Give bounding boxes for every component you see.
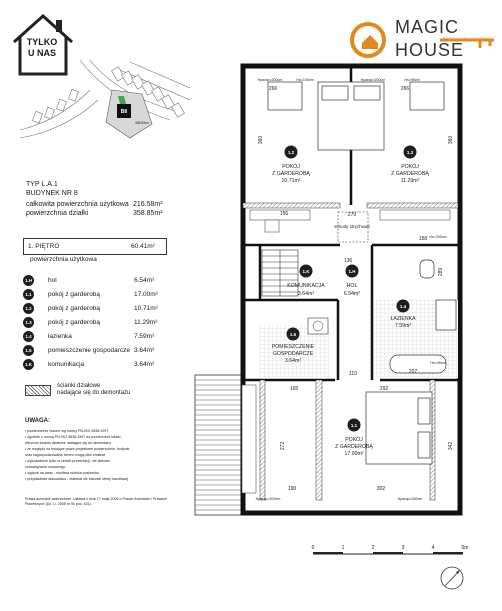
room-label: HOL bbox=[346, 283, 358, 289]
window-note: Hparap=200cm bbox=[257, 78, 283, 82]
dim-110: 110 bbox=[349, 371, 357, 377]
room-label: GOSPODARCZE bbox=[272, 351, 314, 357]
window-note: Hparap=200cm bbox=[255, 497, 281, 501]
room-label: POKÓJ bbox=[345, 437, 363, 443]
room-area: 3.64m² bbox=[297, 291, 315, 297]
room-label: ŁAZIENKA bbox=[390, 316, 416, 322]
room-code: 1.2 bbox=[287, 150, 295, 155]
floor-subtitle: powierzchnia użytkowa bbox=[30, 256, 97, 263]
room-code-badge: 1.5 bbox=[23, 345, 34, 356]
room-label-1-2 bbox=[272, 146, 310, 185]
legend-line2: nadające się do demontażu bbox=[57, 390, 131, 396]
brand-house: HOUSE bbox=[395, 40, 465, 60]
dim-266-left: 266 bbox=[268, 86, 278, 92]
dim-207: 207 bbox=[408, 369, 418, 375]
room-name: pokój z garderobą bbox=[48, 291, 101, 298]
room-name: komunikacja bbox=[48, 361, 85, 368]
note-item: • powierzchnie liczone wg normy PN-ISO 9836:1997 bbox=[25, 429, 109, 433]
room-code: 1.5 bbox=[289, 332, 297, 337]
floor-area: 60.41m² bbox=[131, 243, 155, 250]
room-code: 1.1 bbox=[350, 423, 358, 428]
room-label: Z GARDEROBĄ bbox=[391, 171, 429, 177]
room-code-badge: 1.2 bbox=[23, 303, 34, 314]
dim-360-right: 360 bbox=[448, 135, 454, 145]
window-note: Hs=90cm bbox=[404, 78, 420, 82]
room-code-badge: 1.3 bbox=[23, 317, 34, 328]
room-code-badge: 1.1 bbox=[23, 289, 34, 300]
room-code: 1.H bbox=[348, 269, 356, 274]
room-area: 11.29m² bbox=[400, 178, 420, 184]
dim-289: 289 bbox=[438, 267, 444, 277]
brand-magic: MAGIC bbox=[395, 17, 460, 37]
room-area: 7.59m² bbox=[394, 323, 412, 329]
room-area: 7.59m² bbox=[134, 333, 155, 340]
usable-area-label: całkowita powierzchnia użytkowa bbox=[26, 201, 129, 208]
copyright: Prawa autorskie zastrzeżone. Ustawa z dnia 17 maja 2006 o Prawie Autorskim i Prawach Pokrewnych (Dz. U. 2006 nr 90 poz. 631). bbox=[25, 497, 168, 506]
notes-title: UWAGA: bbox=[25, 418, 50, 424]
dim-360-left: 360 bbox=[258, 135, 264, 145]
room-label-1-3 bbox=[391, 146, 429, 185]
terrace-railing bbox=[195, 375, 243, 515]
scale-bar bbox=[312, 545, 469, 554]
compass-icon bbox=[441, 567, 463, 589]
dim-270: 270 bbox=[347, 212, 357, 218]
room-name: łazienka bbox=[48, 333, 72, 340]
unit-type: TYP L.A.1 bbox=[26, 181, 58, 188]
dim-158: 158 bbox=[418, 236, 428, 242]
note-item: oraz zagospodarowanie terenu mogą ulec zmianie bbox=[25, 453, 106, 457]
room-area: 3.64m² bbox=[284, 358, 302, 364]
room-label: Z GARDEROBĄ bbox=[272, 171, 310, 177]
room-label: Z GARDEROBĄ bbox=[335, 444, 373, 450]
window-note: Hs=200cm bbox=[429, 235, 447, 239]
note-item: wliczono ścianki działowe nadające się do demontażu bbox=[25, 441, 111, 445]
room-area: 10.71m² bbox=[281, 178, 301, 184]
room-code-badge: 1.K bbox=[23, 359, 34, 370]
room-label: KOMUNIKACJA bbox=[287, 283, 325, 289]
note-item: • wyjście na taras - możliwa różnica poziomów bbox=[25, 471, 99, 475]
room-area: 6.54m² bbox=[343, 291, 361, 297]
dim-272: 272 bbox=[280, 441, 286, 451]
room-name: pomieszczenie gospodarcze bbox=[48, 347, 131, 354]
dim-165: 165 bbox=[289, 386, 299, 392]
window-note: Hparap=200cm bbox=[360, 78, 386, 82]
building-number: BUDYNEK NR 8 bbox=[26, 190, 78, 197]
room-code: 1.K bbox=[302, 269, 310, 274]
note-item: zobowiązania umownego bbox=[25, 465, 66, 469]
room-code-badge: 1.H bbox=[23, 275, 34, 286]
room-name: pokój z garderobą bbox=[48, 319, 101, 326]
site-area: 358.85m² bbox=[134, 121, 150, 125]
note-item: • zgodnie z normą PN-ISO 9836:1997 do powierzchni lokalu bbox=[25, 435, 121, 439]
room-area: 10.71m² bbox=[134, 305, 158, 312]
dim-190: 190 bbox=[287, 486, 297, 492]
scale-tick: 1 bbox=[341, 545, 345, 551]
usable-area-value: 216.58m² bbox=[133, 201, 163, 208]
room-label-1-h bbox=[344, 265, 360, 298]
room-area: 17.00m² bbox=[134, 291, 158, 298]
note-item: • wyposażenie tylko w celach prezentacji, nie stanowi bbox=[25, 459, 110, 463]
window-note: Hs=100cm bbox=[296, 78, 314, 82]
scale-tick: 2 bbox=[371, 545, 375, 551]
room-code: 1.4 bbox=[399, 304, 407, 309]
note-item: • przykładowe stanowisko - materiał nie stanowi oferty handlowej bbox=[25, 477, 129, 481]
scale-tick: 0 bbox=[311, 545, 315, 551]
plot-area-label: powierzchnia działki bbox=[26, 210, 89, 217]
room-code: 1.3 bbox=[406, 150, 414, 155]
room-name: hol bbox=[48, 277, 57, 284]
dim-266-right: 266 bbox=[400, 86, 410, 92]
room-code-badge: 1.4 bbox=[23, 331, 34, 342]
room-area: 6.54m² bbox=[134, 277, 155, 284]
room-area: 11.29m² bbox=[134, 319, 158, 326]
dim-302: 302 bbox=[376, 486, 386, 492]
room-area: 3.64m² bbox=[134, 347, 155, 354]
room-label: POKÓJ bbox=[401, 164, 419, 170]
scale-tick: 5m bbox=[461, 545, 469, 551]
room-label: POMIESZCZENIE bbox=[271, 344, 315, 350]
room-area: 17.00m² bbox=[344, 451, 364, 457]
badge-line1: TYLKO bbox=[26, 37, 58, 47]
scale-tick: 3 bbox=[401, 545, 405, 551]
note-item: • ze względu na trwające prace projektowe powierzchnie, budynki bbox=[25, 447, 130, 451]
attic-stairs-label: schody strychowe bbox=[334, 224, 370, 229]
room-label: POKÓJ bbox=[282, 164, 300, 170]
room-area: 3.64m² bbox=[134, 361, 155, 368]
plot-area-value: 358.85m² bbox=[133, 210, 163, 217]
site-building-no: B8 bbox=[120, 109, 128, 115]
brand-subtitle: BIURO NIERUCHOMOŚCI bbox=[443, 37, 491, 41]
room-name: pokój z garderobą bbox=[48, 305, 101, 312]
legend-line1: ścianki działowe bbox=[57, 383, 101, 389]
dim-136: 136 bbox=[343, 258, 353, 264]
dim-156: 156 bbox=[279, 211, 289, 217]
scale-tick: 4 bbox=[431, 545, 435, 551]
window-note: Hs=90cm bbox=[430, 361, 446, 365]
floor-name: 1. PIĘTRO bbox=[28, 243, 60, 250]
window-note: Hparap=200cm bbox=[397, 497, 423, 501]
dim-342: 342 bbox=[448, 441, 454, 451]
badge-line2: U NAS bbox=[27, 48, 56, 58]
dim-292: 292 bbox=[379, 386, 389, 392]
